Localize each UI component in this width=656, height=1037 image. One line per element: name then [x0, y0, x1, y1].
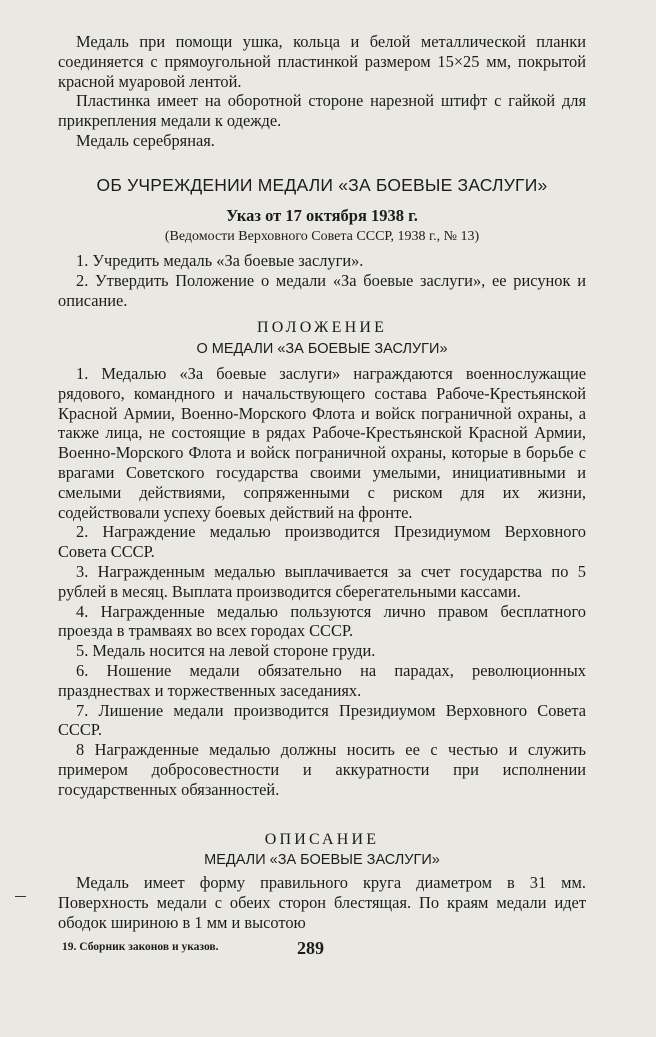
regulation-item: 3. Награжденным медалью выплачивается за счет государства по 5 рублей в месяц. Выплата производится сберегательными кассами.	[58, 561, 586, 601]
decree-item: 1. Учредить медаль «За боевые заслуги».	[76, 251, 364, 270]
decree-item: 2. Утвердить Положение о медали «За боевые заслуги», ее рисунок и описание.	[58, 270, 586, 310]
decree-source: (Ведомости Верховного Совета СССР, 1938 г., № 13)	[164, 229, 480, 244]
description-subtitle: МЕДАЛИ «ЗА БОЕВЫЕ ЗАСЛУГИ»	[204, 852, 440, 868]
decree-title: Указ от 17 октября 1938 г.	[226, 206, 418, 225]
paragraph: Медаль серебряная.	[76, 130, 215, 150]
regulation-item: 2. Награждение медалью производится Президиумом Верховного Совета СССР.	[58, 522, 586, 562]
regulation-subtitle: О МЕДАЛИ «ЗА БОЕВЫЕ ЗАСЛУГИ»	[196, 341, 448, 357]
paragraph: Медаль при помощи ушка, кольца и белой металлической планки соединяется с прямоугольной пластинкой размером 15×25 мм, покрытой красной муаровой лентой.	[58, 32, 586, 91]
decree-items	[58, 251, 586, 310]
regulation-item: 4. Награжденные медалью пользуются лично правом бесплатного проезда в трамваях во всех городах СССР.	[58, 601, 586, 641]
section-heading: ОБ УЧРЕЖДЕНИИ МЕДАЛИ «ЗА БОЕВЫЕ ЗАСЛУГИ»	[96, 175, 548, 195]
description-title: ОПИСАНИЕ	[264, 831, 380, 848]
page-number: 289	[297, 938, 324, 958]
regulation-items	[58, 364, 586, 800]
regulation-item: 1. Медалью «За боевые заслуги» награждаются военнослужащие рядового, командного и начальствующего состава Рабоче-Крестьянской Красной Армии, Военно-Морского Флота и войск пограничной охраны, а также лица, не состоящие в рядах Рабоче-Крестьянской Красной Армии, Военно-Морского Флота и войск пограничной охраны, которые в борьбе с врагами Советского государства своими умелыми, инициативными и смелыми действиями, сопряженными с риском для их жизни, содействовали успеху боевых действий на фронте.	[58, 364, 586, 522]
paragraph: Пластинка имеет на оборотной стороне нарезной штифт с гайкой для прикрепления медали к одежде.	[58, 91, 586, 131]
footnote: 19. Сборник законов и указов.	[62, 941, 219, 953]
description-body	[58, 873, 586, 932]
regulation-item: 8 Награжденные медалью должны носить ее с честью и служить примером добросовестности и аккуратности при исполнении государственных обязанностей.	[58, 740, 586, 799]
paragraph: Медаль имеет форму правильного круга диаметром в 31 мм. Поверхность медали с обеих сторон блестящая. По краям медали идет ободок шириною в 1 мм и высотою	[58, 873, 586, 932]
top-paragraphs	[58, 32, 586, 151]
margin-mark	[15, 896, 26, 897]
regulation-item: 5. Медаль носится на левой стороне груди.	[76, 641, 376, 661]
regulation-item: 7. Лишение медали производится Президиумом Верховного Совета СССР.	[58, 700, 586, 740]
regulation-item: 6. Ношение медали обязательно на парадах, революционных празднествах и торжественных заседаниях.	[58, 660, 586, 700]
regulation-title: ПОЛОЖЕНИЕ	[256, 319, 388, 336]
